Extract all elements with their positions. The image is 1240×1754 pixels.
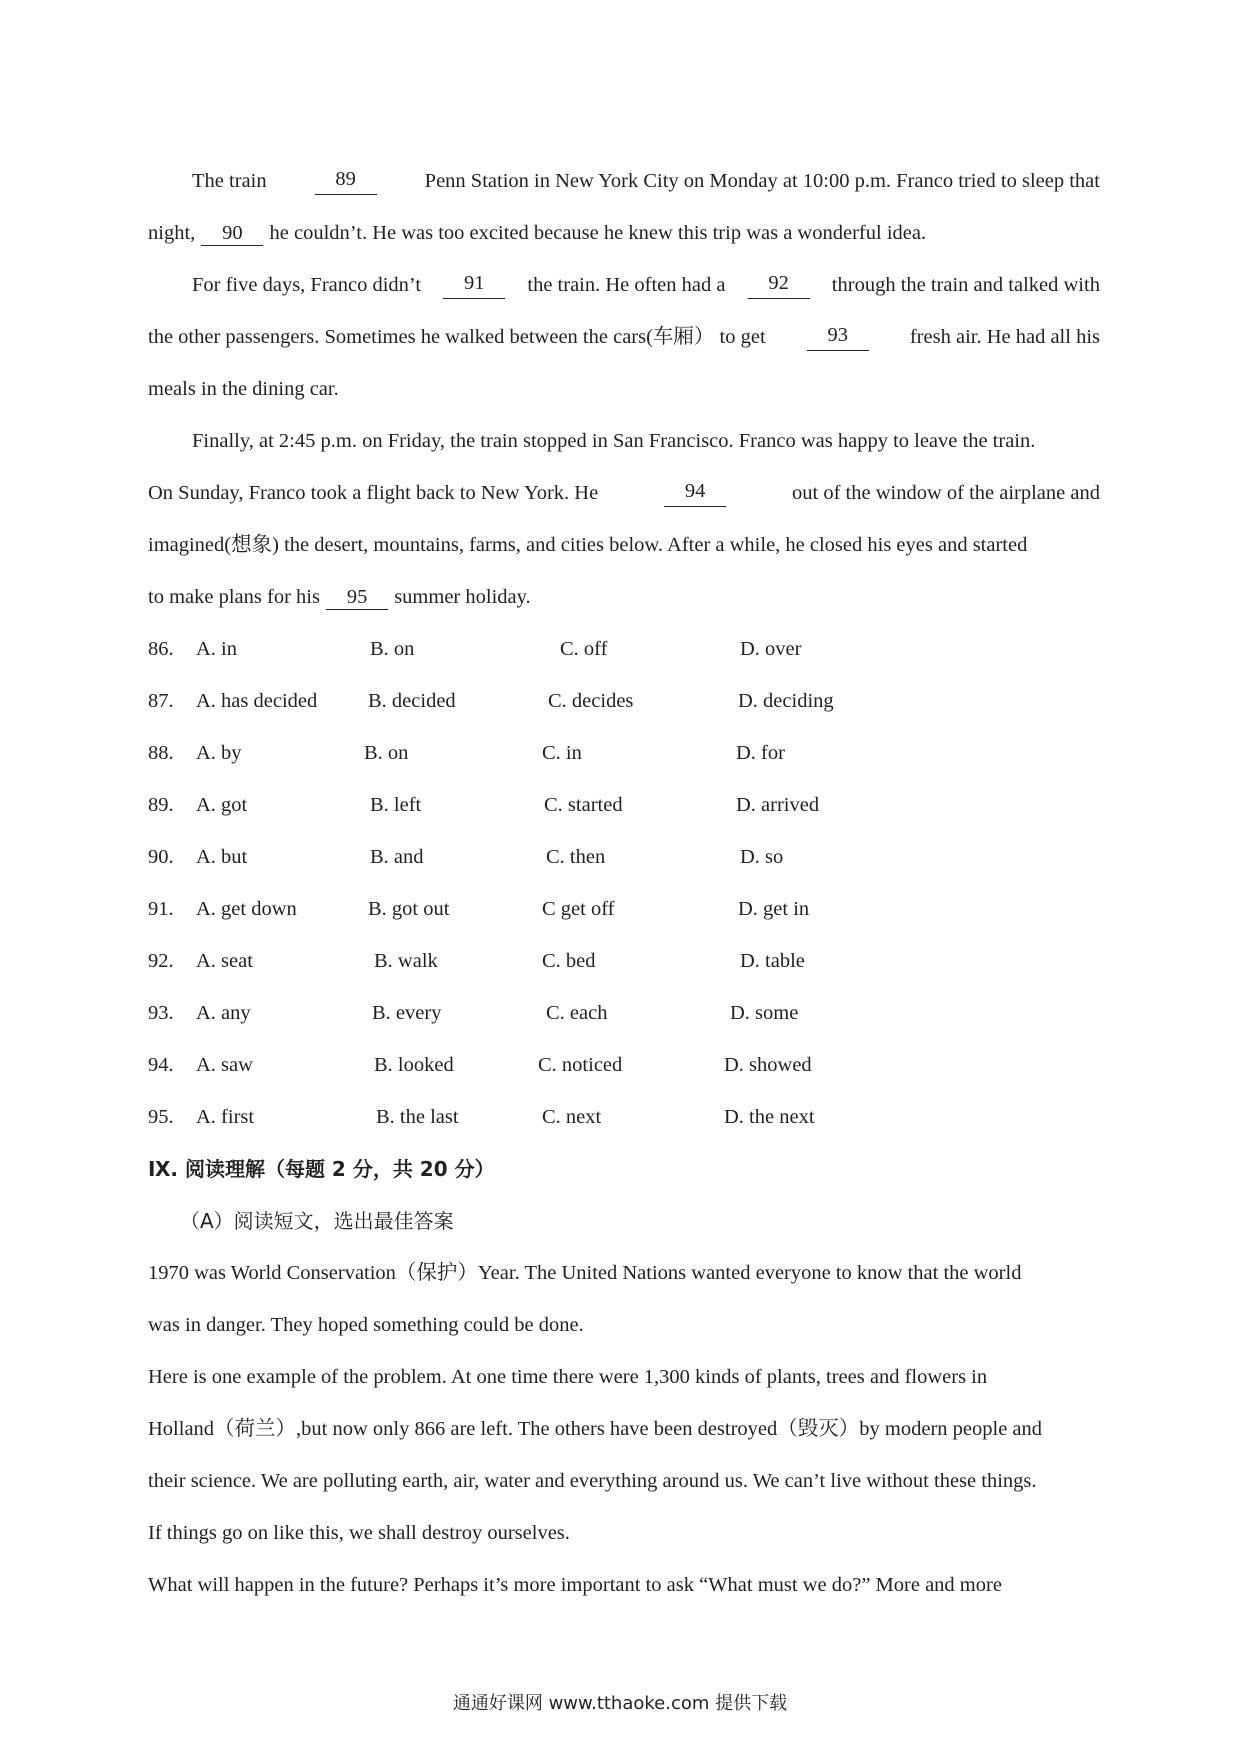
text-segment: On Sunday, Franco took a flight back to New York. He <box>148 482 599 504</box>
option-d: D. so <box>740 846 784 868</box>
passage-line: meals in the dining car. <box>148 378 339 400</box>
reading-line: was in danger. They hoped something could be done. <box>148 1314 584 1336</box>
option-a: A. but <box>196 846 248 868</box>
reading-line: If things go on like this, we shall destroy ourselves. <box>148 1522 570 1544</box>
passage-line <box>148 479 1100 507</box>
option-d: D. deciding <box>738 690 834 712</box>
answer-blank: 95 <box>326 585 388 610</box>
reading-line: Holland（荷兰）,but now only 866 are left. The others have been destroyed（毁灭）by modern people and <box>148 1418 1043 1440</box>
text-segment: For five days, Franco didn’t <box>192 274 422 296</box>
section-heading: Ⅸ. 阅读理解（每题 2 分，共 20 分） <box>148 1157 495 1181</box>
option-b: B. every <box>372 1002 442 1024</box>
reading-line: 1970 was World Conservation（保护）Year. The United Nations wanted everyone to know that the world <box>148 1262 1022 1284</box>
reading-line: Here is one example of the problem. At one time there were 1,300 kinds of plants, trees and flowers in <box>148 1366 988 1388</box>
option-b: B. on <box>364 742 409 764</box>
reading-line: their science. We are polluting earth, air, water and everything around us. We can’t live without these things. <box>148 1470 1037 1492</box>
option-b: B. looked <box>374 1054 454 1076</box>
option-c: C. off <box>560 638 608 660</box>
option-b: B. decided <box>368 690 456 712</box>
question-number: 91. <box>148 898 174 920</box>
option-c: C. then <box>546 846 606 868</box>
text-segment: night, <box>148 222 196 244</box>
question-number: 93. <box>148 1002 174 1024</box>
text-segment: through the train and talked with <box>831 274 1100 296</box>
question-number: 95. <box>148 1106 174 1128</box>
text-segment: the other passengers. Sometimes he walked between the cars(车厢） to get <box>148 326 766 348</box>
option-d: D. the next <box>724 1106 815 1128</box>
option-d: D. arrived <box>736 794 820 816</box>
passage-line <box>148 219 1100 247</box>
question-number: 86. <box>148 638 174 660</box>
option-c: C. bed <box>542 950 596 972</box>
option-b: B. left <box>370 794 422 816</box>
question-row <box>148 739 948 767</box>
option-a: A. has decided <box>196 690 318 712</box>
text-segment: The train <box>192 170 267 192</box>
option-c: C. next <box>542 1106 602 1128</box>
option-b: B. got out <box>368 898 450 920</box>
option-d: D. some <box>730 1002 799 1024</box>
reading-line: What will happen in the future? Perhaps it’s more important to ask “What must we do?” More and more <box>148 1574 1002 1596</box>
option-c: C get off <box>542 898 615 920</box>
text-segment: Penn Station in New York City on Monday at 10:00 p.m. Franco tried to sleep that <box>424 170 1100 192</box>
question-row <box>148 843 948 871</box>
option-c: C. decides <box>548 690 634 712</box>
option-b: B. and <box>370 846 424 868</box>
answer-blank: 93 <box>807 323 869 351</box>
option-a: A. got <box>196 794 248 816</box>
option-c: C. noticed <box>538 1054 623 1076</box>
option-c: C. each <box>546 1002 608 1024</box>
text-segment: fresh air. He had all his <box>909 326 1100 348</box>
option-d: D. get in <box>738 898 810 920</box>
answer-blank: 92 <box>748 271 810 299</box>
option-a: A. first <box>196 1106 255 1128</box>
passage-line <box>148 583 1100 611</box>
question-number: 92. <box>148 950 174 972</box>
question-row <box>148 999 948 1027</box>
option-a: A. by <box>196 742 242 764</box>
section-subheading: （A）阅读短文，选出最佳答案 <box>180 1209 454 1233</box>
passage-line <box>192 167 1100 195</box>
answer-blank: 91 <box>443 271 505 299</box>
option-b: B. the last <box>376 1106 459 1128</box>
text-segment: out of the window of the airplane and <box>792 482 1100 504</box>
option-b: B. on <box>370 638 415 660</box>
question-row <box>148 1051 948 1079</box>
option-d: D. showed <box>724 1054 812 1076</box>
question-row <box>148 687 948 715</box>
passage-line: Finally, at 2:45 p.m. on Friday, the train stopped in San Francisco. Franco was happy to leave the train. <box>192 430 1036 452</box>
question-row <box>148 895 948 923</box>
text-segment: he couldn’t. He was too excited because he knew this trip was a wonderful idea. <box>269 222 927 244</box>
page-footer: 通通好课网 www.tthaoke.com 提供下载 <box>452 1693 788 1714</box>
answer-blank: 94 <box>664 479 726 507</box>
option-c: C. in <box>542 742 582 764</box>
question-number: 87. <box>148 690 174 712</box>
option-d: D. for <box>736 742 785 764</box>
question-number: 89. <box>148 794 174 816</box>
question-row <box>148 1103 948 1131</box>
passage-line <box>148 323 1100 351</box>
option-d: D. over <box>740 638 802 660</box>
text-segment: to make plans for his <box>148 586 320 608</box>
question-row <box>148 635 948 663</box>
answer-blank: 89 <box>315 167 377 195</box>
option-d: D. table <box>740 950 805 972</box>
text-segment: the train. He often had a <box>527 274 726 296</box>
question-number: 88. <box>148 742 174 764</box>
passage-line: imagined(想象) the desert, mountains, farms, and cities below. After a while, he closed his eyes and started <box>148 534 1028 556</box>
question-number: 94. <box>148 1054 174 1076</box>
option-a: A. seat <box>196 950 253 972</box>
option-a: A. get down <box>196 898 297 920</box>
answer-blank: 90 <box>201 221 263 246</box>
option-a: A. any <box>196 1002 251 1024</box>
question-row <box>148 791 948 819</box>
question-row <box>148 947 948 975</box>
question-number: 90. <box>148 846 174 868</box>
option-b: B. walk <box>374 950 438 972</box>
option-c: C. started <box>544 794 623 816</box>
text-segment: summer holiday. <box>394 586 531 608</box>
option-a: A. saw <box>196 1054 253 1076</box>
passage-line <box>192 271 1100 299</box>
option-a: A. in <box>196 638 237 660</box>
